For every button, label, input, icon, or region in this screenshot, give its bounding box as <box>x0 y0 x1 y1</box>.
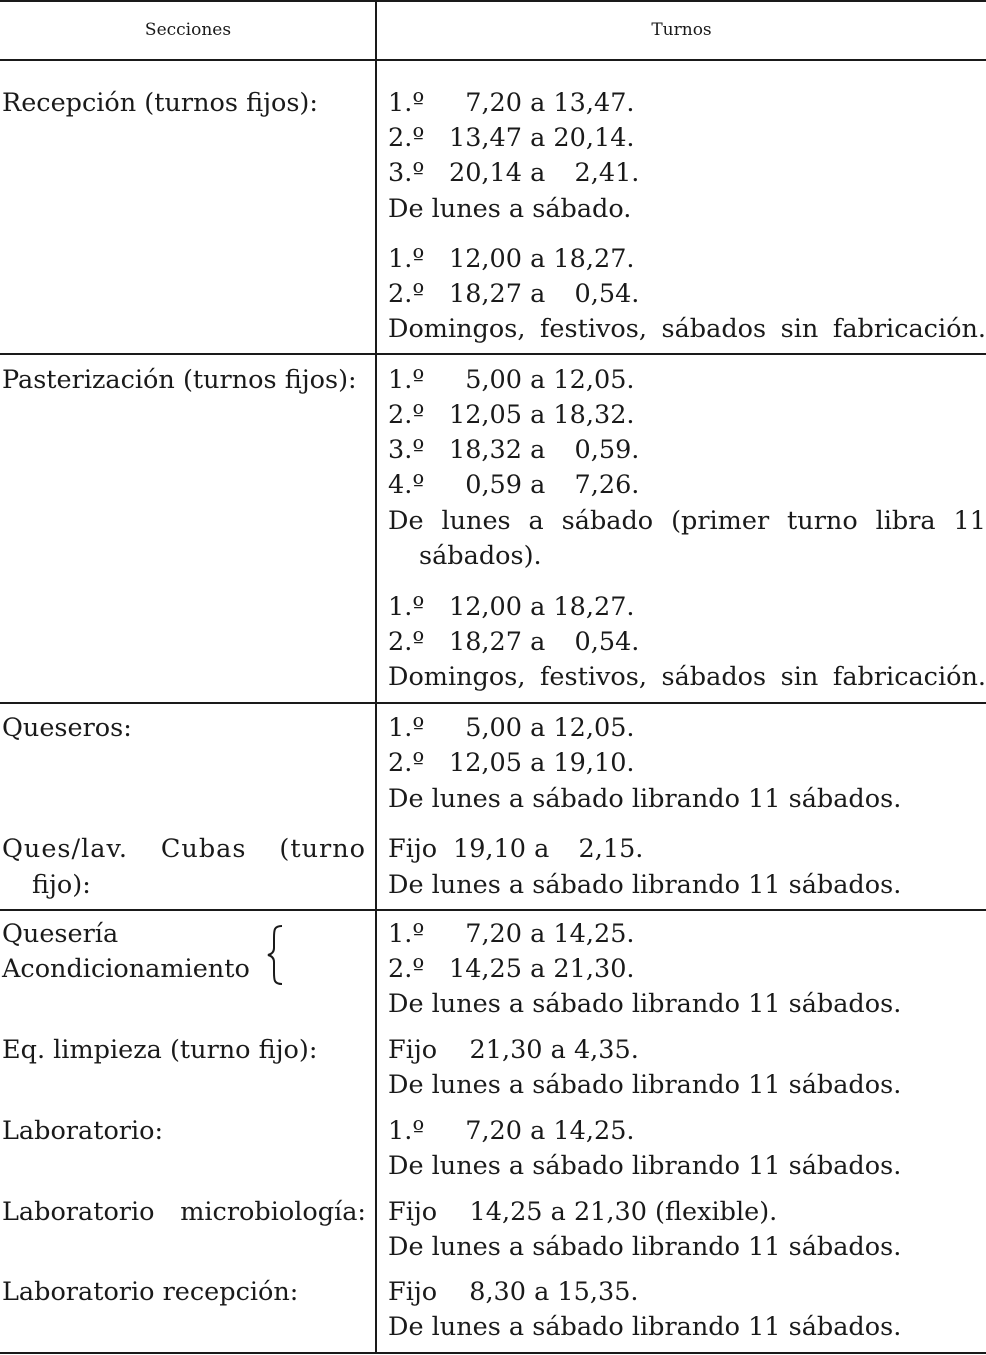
shift-number: Fijo <box>388 1277 438 1307</box>
shift-row: Fijo 21,30 a 4,35. <box>388 1035 639 1065</box>
shift-number: 1.º <box>388 365 425 395</box>
row-rule <box>0 353 986 355</box>
time-to: 13,47. <box>553 88 635 118</box>
shift-row: 2.º 12,05 a 18,32. <box>388 400 635 430</box>
shift-number: 2.º <box>388 279 425 309</box>
section-label: Acondicionamiento <box>2 954 250 984</box>
shift-row: Fijo 19,10 a 2,15. <box>388 834 644 864</box>
curly-brace-icon <box>264 924 286 986</box>
time-to: 19,10. <box>553 748 635 778</box>
section-label: Quesería <box>2 919 119 949</box>
time-to: 14,25. <box>553 1116 635 1146</box>
days-text: De lunes a sábado librando 11 sábados. <box>388 1232 902 1262</box>
time-from: 12,00 <box>448 244 522 274</box>
shift-number: 2.º <box>388 627 425 657</box>
time-from: 14,25 <box>448 954 522 984</box>
shift-row: 1.º 7,20 a 13,47. <box>388 88 635 118</box>
time-to: 21,30. <box>553 954 635 984</box>
days-text: De lunes a sábado librando 11 sábados. <box>388 989 902 1019</box>
section-label: Ques/lav. Cubas (turno <box>2 834 366 864</box>
shift-row: 1.º 5,00 a 12,05. <box>388 365 635 395</box>
shift-row: 1.º 5,00 a 12,05. <box>388 713 635 743</box>
shift-number: 2.º <box>388 400 425 430</box>
header-secciones: Secciones <box>144 20 232 40</box>
section-label: Laboratorio recepción: <box>2 1277 299 1307</box>
row-rule <box>0 909 986 911</box>
shift-number: 3.º <box>388 158 425 188</box>
shift-row: 3.º 20,14 a 2,41. <box>388 158 640 188</box>
time-from: 8,30 <box>469 1277 526 1307</box>
days-text: De lunes a sábado librando 11 sábados. <box>388 1151 902 1181</box>
shift-row: 3.º 18,32 a 0,59. <box>388 435 640 465</box>
header-turnos: Turnos <box>651 20 712 40</box>
section-label: Recepción (turnos fijos): <box>2 88 318 118</box>
time-from: 12,05 <box>448 400 522 430</box>
shift-number: 1.º <box>388 88 425 118</box>
time-to: 7,26. <box>574 470 640 500</box>
shift-number: 1.º <box>388 244 425 274</box>
table-bottom-rule <box>0 1352 986 1354</box>
days-text: De lunes a sábado librando 11 sábados. <box>388 784 902 814</box>
time-to: 18,27. <box>553 592 635 622</box>
section-label: Pasterización (turnos fijos): <box>2 365 357 395</box>
days-text: Domingos, festivos, sábados sin fabricación. <box>388 314 986 344</box>
time-to: 0,59. <box>574 435 640 465</box>
shift-row: 1.º 7,20 a 14,25. <box>388 919 635 949</box>
shift-number: 4.º <box>388 470 425 500</box>
time-to: 14,25. <box>553 919 635 949</box>
days-text: De lunes a sábado librando 11 sábados. <box>388 1312 902 1342</box>
time-from: 19,10 <box>452 834 526 864</box>
days-text: Domingos, festivos, sábados sin fabricación. <box>388 662 986 692</box>
shift-number: 2.º <box>388 954 425 984</box>
column-divider <box>375 0 377 1354</box>
time-from: 13,47 <box>448 123 522 153</box>
time-to: 20,14. <box>553 123 635 153</box>
shift-number: 1.º <box>388 919 425 949</box>
time-from: 20,14 <box>448 158 522 188</box>
shift-number: 2.º <box>388 748 425 778</box>
days-text: De lunes a sábado (primer turno libra 11 <box>388 506 986 536</box>
time-from: 12,00 <box>448 592 522 622</box>
time-from: 12,05 <box>448 748 522 778</box>
section-label: Laboratorio: <box>2 1116 164 1146</box>
shift-number: 3.º <box>388 435 425 465</box>
row-rule <box>0 702 986 704</box>
time-to: 12,05. <box>553 713 635 743</box>
time-to: 2,15. <box>578 834 644 864</box>
table-top-rule <box>0 0 986 2</box>
time-from: 0,59 <box>465 470 522 500</box>
section-label-continued: fijo): <box>32 870 91 900</box>
shift-number: 2.º <box>388 123 425 153</box>
time-from: 5,00 <box>465 713 522 743</box>
shift-row: 1.º 12,00 a 18,27. <box>388 244 635 274</box>
header-bottom-rule <box>0 59 986 61</box>
shift-row: Fijo 14,25 a 21,30 (flexible). <box>388 1197 778 1227</box>
section-label: Eq. limpieza (turno fijo): <box>2 1035 318 1065</box>
section-label: Queseros: <box>2 713 132 743</box>
shift-row: 1.º 7,20 a 14,25. <box>388 1116 635 1146</box>
time-to: 15,35. <box>557 1277 639 1307</box>
shift-row: 2.º 18,27 a 0,54. <box>388 627 640 657</box>
time-from: 7,20 <box>465 88 522 118</box>
shift-row: 1.º 12,00 a 18,27. <box>388 592 635 622</box>
shift-row: 2.º 12,05 a 19,10. <box>388 748 635 778</box>
time-from: 18,32 <box>448 435 522 465</box>
time-from: 7,20 <box>465 919 522 949</box>
shift-number: 1.º <box>388 592 425 622</box>
shift-row: 2.º 13,47 a 20,14. <box>388 123 635 153</box>
shift-row: 2.º 18,27 a 0,54. <box>388 279 640 309</box>
time-to: 18,27. <box>553 244 635 274</box>
days-text: De lunes a sábado librando 11 sábados. <box>388 1070 902 1100</box>
shift-number: 1.º <box>388 713 425 743</box>
time-to: 0,54. <box>574 627 640 657</box>
days-text: De lunes a sábado. <box>388 194 632 224</box>
days-text-continued: sábados). <box>419 541 542 571</box>
time-from: 18,27 <box>448 627 522 657</box>
time-to: 0,54. <box>574 279 640 309</box>
time-to: 12,05. <box>553 365 635 395</box>
section-label: Laboratorio microbiología: <box>2 1197 366 1227</box>
days-text: De lunes a sábado librando 11 sábados. <box>388 870 902 900</box>
time-from: 7,20 <box>465 1116 522 1146</box>
shift-number: Fijo <box>388 834 438 864</box>
shift-row: Fijo 8,30 a 15,35. <box>388 1277 639 1307</box>
shift-number: 1.º <box>388 1116 425 1146</box>
shift-row: 2.º 14,25 a 21,30. <box>388 954 635 984</box>
shift-row: 4.º 0,59 a 7,26. <box>388 470 640 500</box>
time-from: 18,27 <box>448 279 522 309</box>
time-to: 18,32. <box>553 400 635 430</box>
time-from: 5,00 <box>465 365 522 395</box>
time-to: 2,41. <box>574 158 640 188</box>
